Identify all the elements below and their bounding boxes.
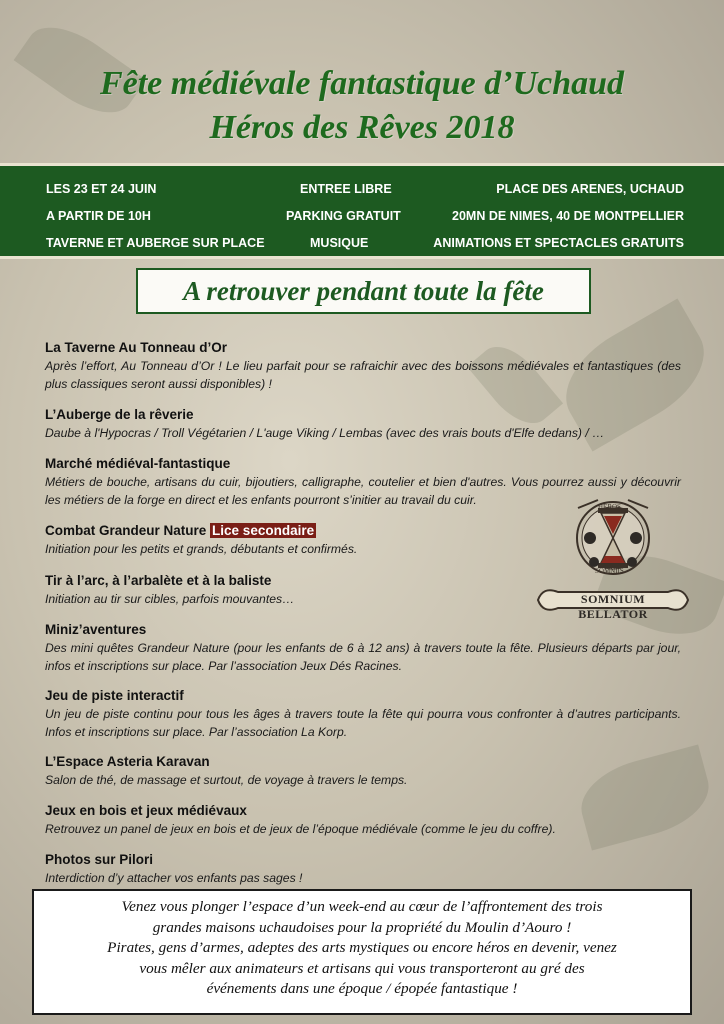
page-title: Fête médiévale fantastique d’Uchaud (99, 65, 625, 102)
info-music: MUSIQUE (310, 236, 369, 250)
item-title: Photos sur Pilori (45, 852, 154, 867)
item-title: Marché médiéval-fantastique (45, 456, 231, 471)
list-item (45, 687, 681, 741)
item-description: Métiers de bouche, artisans du cuir, bijoutiers, calligraphe, coutelier et bien d'autres. Vous pourrez aussi y découvrir les métiers de la forge en direct et les enfants pourront s’initier au travail du cuir. (45, 475, 681, 507)
item-description: Des mini quêtes Grandeur Nature (pour les enfants de 6 à 12 ans) à travers toute la fête. Plusieurs départs par jour, infos et inscriptions sur place. Par l’association Jeux Dés Racines. (45, 641, 681, 673)
footer-line: événements dans une époque / épopée fantastique ! (206, 980, 518, 997)
item-title: Combat Grandeur Nature (45, 523, 207, 538)
info-shows: ANIMATIONS ET SPECTACLES GRATUITS (433, 236, 684, 250)
item-description: Après l’effort, Au Tonneau d’Or ! Le lieu parfait pour se rafraichir avec des boissons médiévales et fantastiques (des plus classiques seront aussi disponibles) ! (45, 359, 681, 391)
info-place: PLACE DES ARENES, UCHAUD (496, 182, 684, 196)
item-title: Miniz’aventures (45, 622, 147, 637)
footer-line: grandes maisons uchaudoises pour la propriété du Moulin d’Aouro ! (152, 918, 572, 936)
list-item (45, 753, 681, 789)
item-title: L’Espace Asteria Karavan (45, 754, 210, 769)
item-description: Daube à l'Hypocras / Troll Végétarien / L'auge Viking / Lembas (avec des vrais bouts d'Elfe dedans) / … (45, 426, 605, 440)
footer-line: vous mêler aux animateurs et artisans qui vous transporteront au gré des (139, 959, 585, 977)
list-item (45, 802, 681, 838)
info-band (0, 163, 724, 259)
item-description: Initiation au tir sur cibles, parfois mouvantes… (45, 592, 295, 606)
footer-callout (32, 889, 692, 1015)
item-description: Interdiction d’y attacher vos enfants pas sages ! (45, 871, 303, 885)
status-badge: Lice secondaire (212, 523, 315, 538)
list-item (45, 339, 681, 393)
page-subtitle: Héros des Rêves 2018 (209, 109, 515, 146)
info-dates: LES 23 ET 24 JUIN (46, 182, 157, 196)
item-title: Tir à l’arc, à l’arbalète et à la baliste (45, 573, 272, 588)
info-distance: 20MN DE NIMES, 40 DE MONTPELLIER (452, 209, 684, 223)
item-description: Salon de thé, de massage et surtout, de voyage à travers le temps. (45, 773, 408, 787)
somnium-bellator-logo (528, 490, 696, 632)
item-title: Jeux en bois et jeux médiévaux (45, 803, 247, 818)
emblem-top-text: HEROS (598, 503, 621, 511)
emblem-name: SOMNIUM BELLATOR (578, 592, 648, 621)
list-item (45, 572, 515, 608)
footer-line: Pirates, gens d’armes, adeptes des arts mystiques ou encore héros en devenir, venez (107, 939, 617, 956)
item-description: Retrouvez un panel de jeux en bois et de jeux de l’époque médiévale (comme le jeu du coffre). (45, 822, 556, 836)
emblem-bottom-text: SOMNIIS (595, 567, 624, 575)
item-title: La Taverne Au Tonneau d’Or (45, 340, 228, 355)
list-item (45, 406, 681, 442)
item-description: Initiation pour les petits et grands, débutants et confirmés. (45, 542, 358, 556)
item-title: L’Auberge de la rêverie (45, 407, 194, 422)
info-parking: PARKING GRATUIT (286, 209, 401, 223)
info-entry: ENTREE LIBRE (300, 182, 392, 196)
item-description: Un jeu de piste continu pour tous les âges à travers toute la fête qui pourra vous confronter à d’autres participants. Infos et inscriptions sur place. Par l’association La Korp. (45, 707, 681, 739)
section-banner: A retrouver pendant toute la fête (136, 268, 591, 314)
list-item (45, 851, 681, 887)
list-item (45, 522, 515, 558)
footer-line: Venez vous plonger l’espace d’un week-end au cœur de l’affrontement des trois (121, 898, 603, 915)
info-tavern: TAVERNE ET AUBERGE SUR PLACE (46, 236, 265, 250)
item-title: Jeu de piste interactif (45, 688, 184, 703)
info-time: A PARTIR DE 10H (46, 209, 151, 223)
